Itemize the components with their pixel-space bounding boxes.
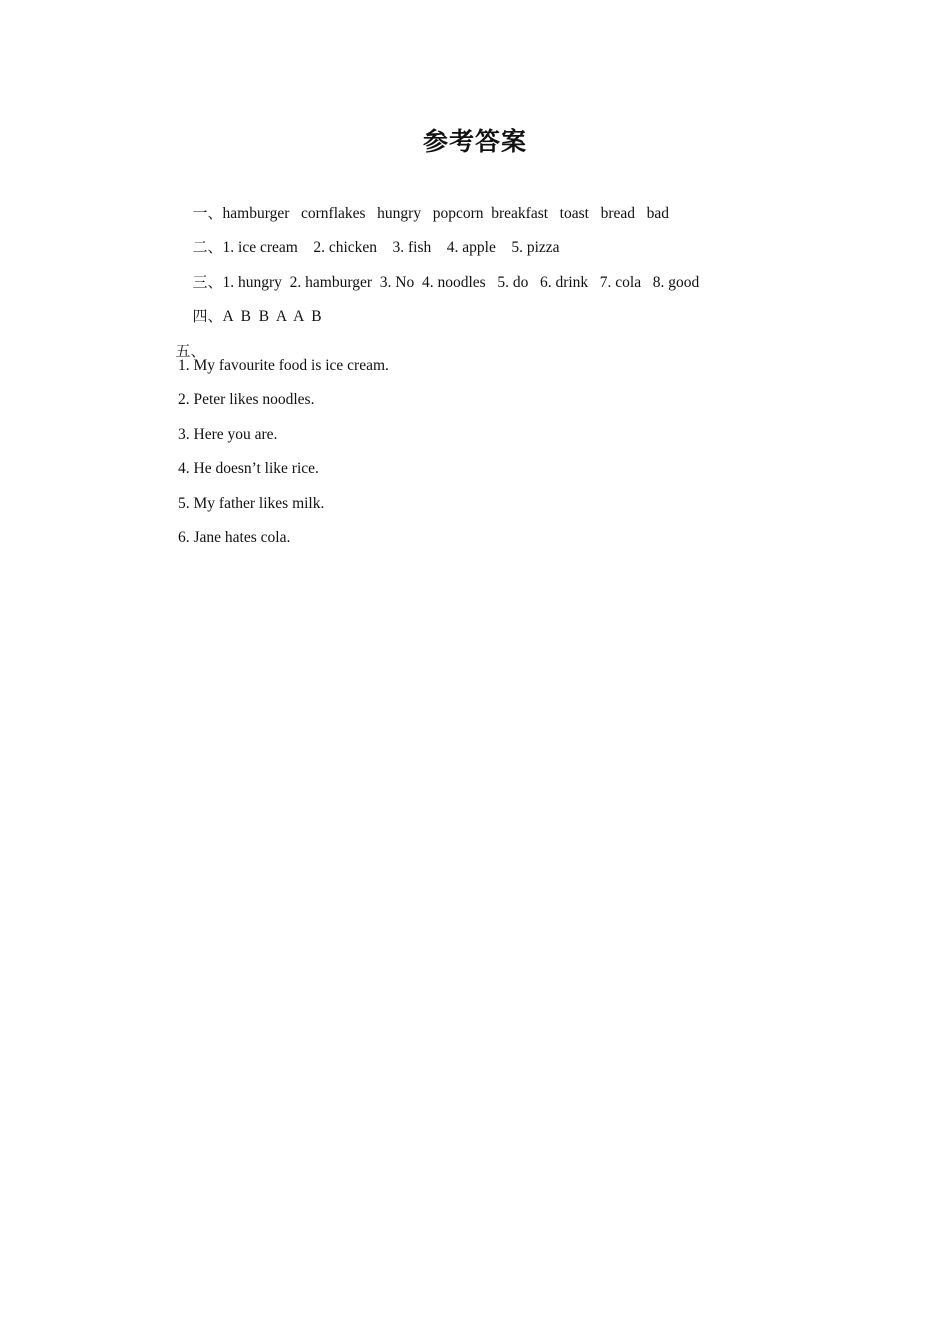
section-2-marker: 二、 (192, 238, 223, 256)
section-1-marker: 一、 (192, 204, 223, 222)
section-5-item: 1. My favourite food is ice cream. (178, 357, 389, 374)
section-3-text: 1. hungry 2. hamburger 3. No 4. noodles 5. do 6. drink 7. cola 8. good (222, 274, 700, 291)
page-title: 参考答案 (422, 127, 527, 156)
section-5-item: 2. Peter likes noodles. (178, 391, 315, 408)
section-5-item: 5. My father likes milk. (178, 495, 325, 512)
section-5-item: 4. He doesn’t like rice. (178, 460, 319, 477)
section-5-item: 6. Jane hates cola. (178, 529, 291, 546)
section-2-text: 1. ice cream 2. chicken 3. fish 4. apple 5. pizza (222, 239, 560, 256)
section-5-marker: 五、 (175, 342, 206, 360)
section-4-marker: 四、 (192, 307, 223, 325)
section-3-marker: 三、 (192, 273, 223, 291)
section-5-item: 3. Here you are. (178, 426, 278, 443)
section-4-text: A B B A A B (222, 308, 322, 325)
section-1-text: hamburger cornflakes hungry popcorn breakfast toast bread bad (222, 205, 670, 222)
